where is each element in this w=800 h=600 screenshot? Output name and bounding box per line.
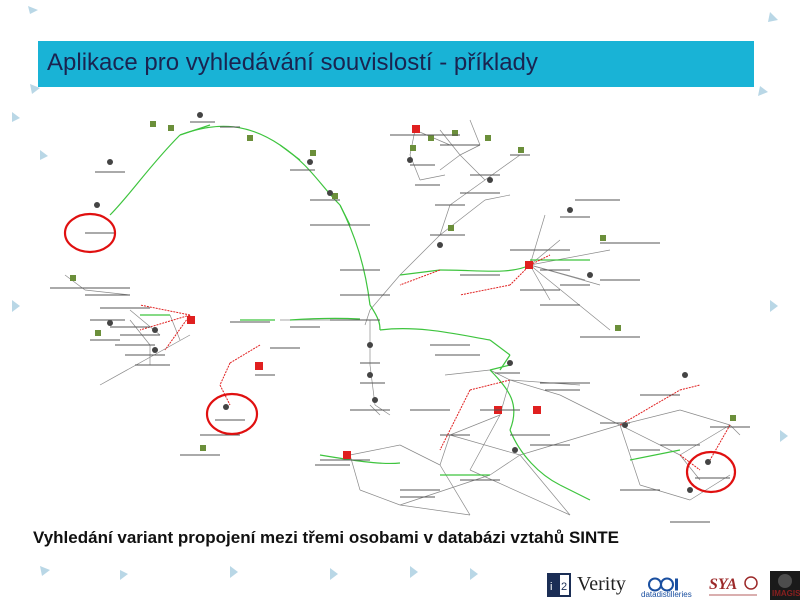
person-icons xyxy=(94,112,711,493)
person-icon xyxy=(197,112,203,118)
edge xyxy=(445,370,490,375)
edge xyxy=(85,290,130,295)
verity-logo: Verity xyxy=(577,573,626,595)
edge xyxy=(450,435,520,455)
person-icon xyxy=(705,459,711,465)
edge xyxy=(560,395,620,425)
edge xyxy=(530,240,560,265)
event-node xyxy=(343,451,351,459)
highlight-circle-person-2 xyxy=(207,394,257,434)
person-icon xyxy=(327,190,333,196)
edge xyxy=(370,275,400,310)
edge xyxy=(485,155,520,180)
person-icon xyxy=(407,157,413,163)
person-icon xyxy=(687,487,693,493)
deco-arrow xyxy=(120,570,128,580)
imagis-logo: IMAGIS xyxy=(772,589,800,598)
edge xyxy=(680,425,730,455)
edge xyxy=(490,370,510,380)
edge xyxy=(400,235,440,275)
edge xyxy=(180,125,210,135)
slide-caption: Vyhledání variant propojení mezi třemi osobami v databázi vztahů SINTE xyxy=(33,528,620,547)
edge xyxy=(440,390,470,450)
edge xyxy=(470,415,500,470)
person-icon xyxy=(307,159,313,165)
house-icon xyxy=(247,135,253,141)
person-icon xyxy=(223,404,229,410)
house-icon xyxy=(485,135,491,141)
edge xyxy=(440,155,460,170)
edge xyxy=(340,205,370,305)
edge xyxy=(410,130,415,155)
deco-arrow xyxy=(768,12,778,22)
house-icon xyxy=(200,445,206,451)
deco-arrow xyxy=(770,300,778,312)
edge xyxy=(510,430,560,485)
house-icon xyxy=(310,150,316,156)
deco-arrow xyxy=(780,430,788,442)
edge xyxy=(485,195,510,200)
house-icon xyxy=(615,325,621,331)
i2-logo-text: i xyxy=(550,581,553,593)
person-icon xyxy=(587,272,593,278)
edge xyxy=(680,385,700,390)
edge xyxy=(450,415,500,435)
edge xyxy=(400,445,440,465)
person-icon xyxy=(682,372,688,378)
edge xyxy=(520,455,570,515)
red-edges xyxy=(140,255,730,470)
house-icon xyxy=(168,125,174,131)
edge xyxy=(510,380,560,395)
edge xyxy=(680,410,730,425)
edge xyxy=(280,145,300,160)
person-icon xyxy=(372,397,378,403)
edge xyxy=(490,340,510,355)
gray-edges xyxy=(65,120,740,515)
edge xyxy=(320,455,400,463)
network-graph xyxy=(40,105,760,525)
edge xyxy=(490,370,514,430)
person-icon xyxy=(507,360,513,366)
person-icon xyxy=(107,159,113,165)
i2-logo xyxy=(547,573,571,597)
house-icon xyxy=(410,145,416,151)
person-icon xyxy=(487,177,493,183)
edge xyxy=(230,345,260,363)
deco-arrow xyxy=(230,566,238,578)
event-node xyxy=(187,316,195,324)
person-icon xyxy=(567,207,573,213)
datadistilleries-logo: datadistilleries xyxy=(641,590,692,599)
edge xyxy=(110,135,180,215)
person-icon xyxy=(367,342,373,348)
edge xyxy=(460,155,485,180)
event-node xyxy=(533,406,541,414)
house-icons xyxy=(70,121,736,451)
person-icon xyxy=(152,347,158,353)
person-icon xyxy=(107,320,113,326)
edge xyxy=(530,250,610,265)
edge xyxy=(380,329,490,340)
house-icon xyxy=(332,193,338,199)
person-icon xyxy=(437,242,443,248)
person-icon xyxy=(152,327,158,333)
person-icon xyxy=(94,202,100,208)
house-icon xyxy=(150,121,156,127)
edge xyxy=(490,455,520,475)
event-node xyxy=(255,362,263,370)
sya-logo xyxy=(707,571,759,600)
edge xyxy=(220,363,230,385)
graph-nodes xyxy=(50,112,750,522)
edge xyxy=(620,425,640,485)
edge xyxy=(440,265,530,271)
house-icon xyxy=(70,275,76,281)
edge xyxy=(630,450,680,460)
event-node xyxy=(412,125,420,133)
edge xyxy=(165,315,190,350)
deco-arrow xyxy=(12,112,20,122)
house-icon xyxy=(600,235,606,241)
deco-arrow xyxy=(470,568,478,580)
deco-arrow xyxy=(30,84,40,94)
edge xyxy=(640,485,690,500)
slide-title: Aplikace pro vyhledávání souvislostí - příklady xyxy=(47,49,538,76)
edge xyxy=(470,120,480,145)
edge xyxy=(400,505,470,515)
edge xyxy=(360,490,400,505)
edge xyxy=(420,175,445,180)
person-icon xyxy=(367,372,373,378)
person-icon xyxy=(512,447,518,453)
house-icon xyxy=(730,415,736,421)
green-edges xyxy=(110,125,680,500)
edge xyxy=(460,285,510,295)
event-node xyxy=(525,261,533,269)
deco-arrow xyxy=(12,300,20,312)
partner-logos xyxy=(545,571,800,600)
svg-text:2: 2 xyxy=(561,581,568,593)
house-icon xyxy=(428,135,434,141)
house-icon xyxy=(95,330,101,336)
edge xyxy=(560,485,590,500)
edge xyxy=(140,315,190,330)
edge xyxy=(180,126,280,145)
edge xyxy=(530,215,545,265)
house-icon xyxy=(448,225,454,231)
deco-arrow xyxy=(40,566,50,576)
svg-text:SYA: SYA xyxy=(709,576,738,593)
edge xyxy=(365,310,370,325)
deco-arrow xyxy=(758,86,768,96)
deco-arrow xyxy=(330,568,338,580)
deco-arrow xyxy=(28,6,38,14)
deco-arrow xyxy=(410,566,418,578)
edge xyxy=(520,425,620,455)
edge xyxy=(350,445,400,455)
house-icon xyxy=(518,147,524,153)
edge xyxy=(100,335,190,385)
edge xyxy=(530,265,610,330)
highlight-circle-person-3 xyxy=(687,452,735,492)
node-labels xyxy=(50,122,750,522)
edge xyxy=(460,145,480,155)
edge xyxy=(340,205,350,225)
edge xyxy=(710,425,730,460)
edge xyxy=(140,305,190,315)
